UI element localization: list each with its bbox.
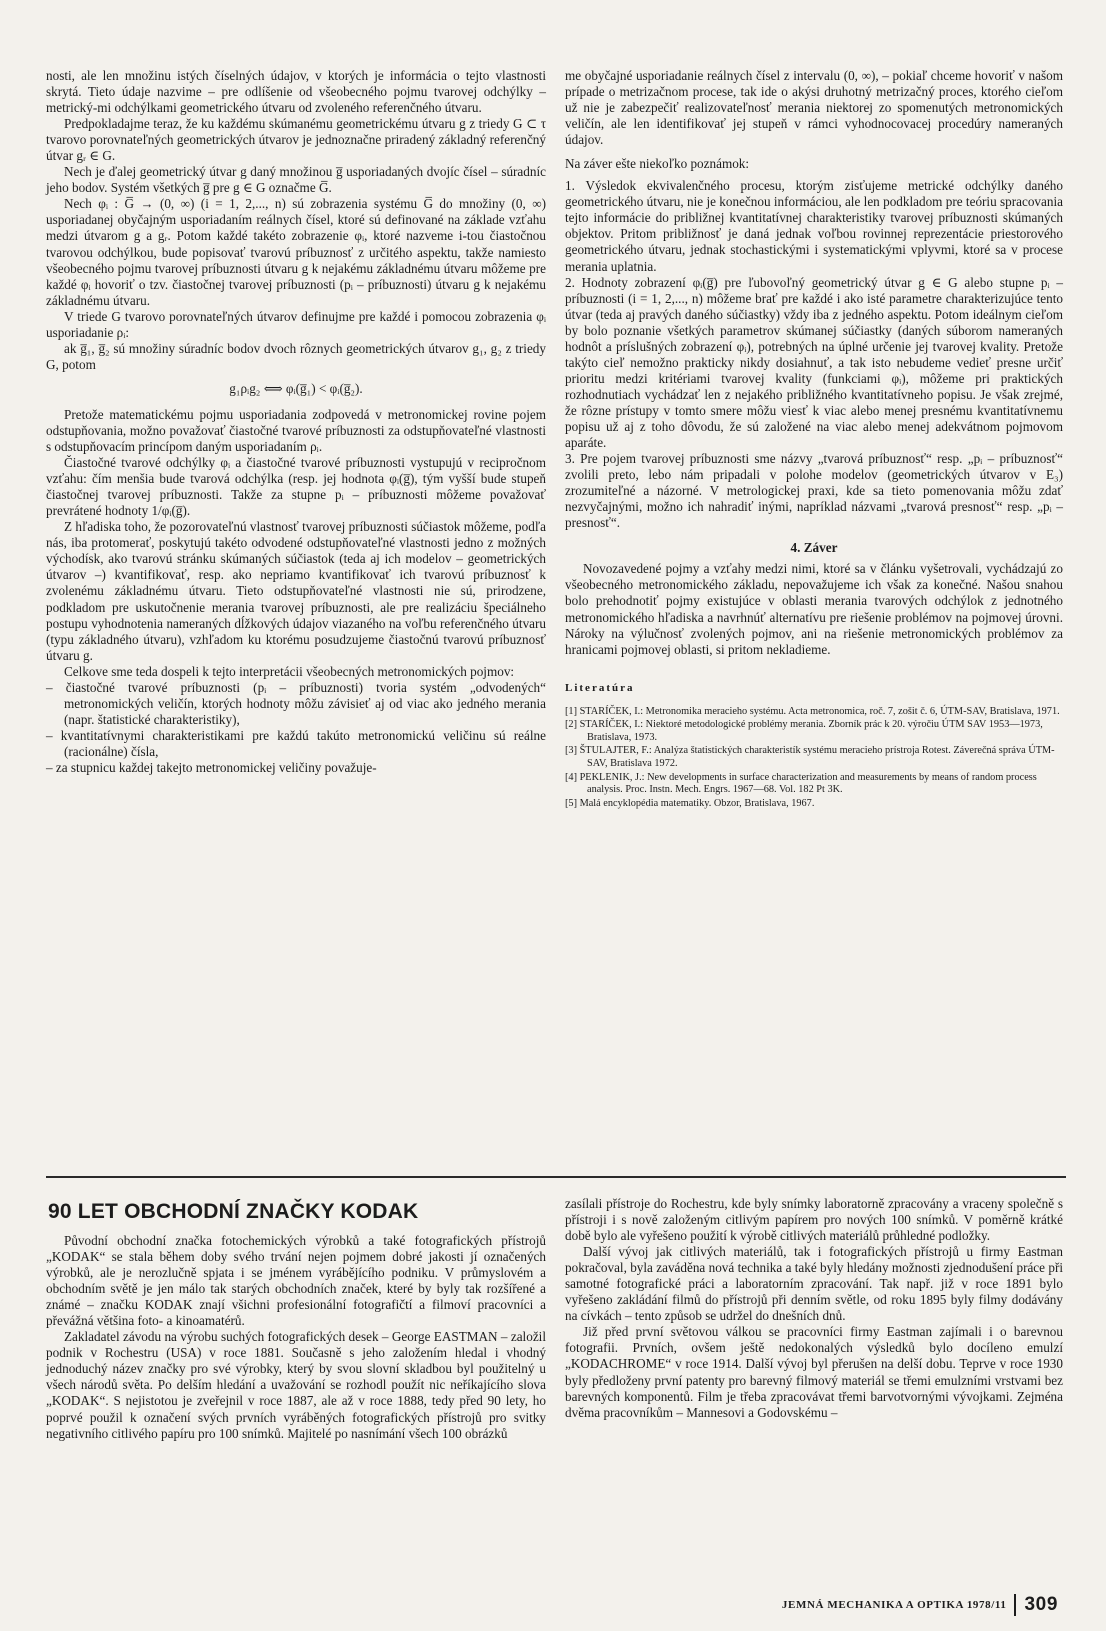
paragraph: Novozavedené pojmy a vzťahy medzi nimi, ktoré sa v článku vyšetrovali, vychádzajú zo všeobecného metronomického základu, nepovažujeme ich však za konečné. Našou snahou bolo prehodnotiť pojmy existujúce v oblasti merania tvarových odchýlok z jednotného metronomického hľadiska a navrhnúť alternatívu pre riešenie problémov na pojmovej úrovni. Nároky na výlučnosť zvolených pojmov, ani na riešenie metronomických problémov za hranicami pojmovej oblasti, si pritom nekladieme. [565,561,1063,657]
reference-item: [1] STARÍČEK, I.: Metronomika meracieho systému. Acta metronomica, roč. 7, zošit č. 6, ÚTM-SAV, Bratislava, 1971. [565,705,1060,717]
paragraph: Na záver ešte niekoľko poznámok: [565,156,750,172]
right-column-top [565,68,1063,811]
article-title: 90 LET OBCHODNÍ ZNAČKY KODAK [48,1200,419,1223]
paragraph: ak g̅₁, g̅₂ sú množiny súradníc bodov dvoch rôznych geometrických útvarov g₁, g₂ z triedy G, potom [46,340,546,372]
paragraph: 3. Pre pojem tvarovej príbuznosti sme názvy „tvarová príbuznosť“ resp. „pᵢ – príbuznosť“ zvolili preto, lebo nám pripadali v polohe modelov (geometrických útvarov v E₃) zrozumiteľné a názorné. V metrologickej praxi, kde sa tieto pomenovania môžu zdať nezvyčajnými, možno ich nahradiť inými, napríklad názvami „tvarová presnosť“ resp. „pᵢ – presnosť“. [565,451,1063,531]
references-title: Literatúra [565,681,635,694]
paragraph: zasílali přístroje do Rochestru, kde byly snímky laboratorně zpracovány a vraceny společně s přístroji i s nově založeným citlivým papírem pro nových 100 snímků. V poměrně krátké době bylo ale vyřešeno použití k výrobě citlivých materiálů průhledné podložky. [565,1196,1063,1244]
reference-item: [3] ŠTULAJTER, F.: Analýza štatistických charakteristík systému meracieho prístroja Rotest. Záverečná správa ÚTM-SAV, Bratislava 1972. [565,745,1055,770]
paragraph: Zakladatel závodu na výrobu suchých fotografických desek – George EASTMAN – založil podnik v Rochestru (USA) v roce 1881. Současně s jeho založením hledal i vhodný jednoduchý název značky pro své výrobky, který by svou slovní skladbou byl použitelný u všech národů světa. Po delším hledání a uvažování se rozhodl použít nic neříkajícího slova „KODAK“. S nejistotou je zveřejnil v roce 1887, ale až v roce 1888, tedy před 90 lety, ho poprvé použil k označení svých prvních vyráběných fotografických přístrojů pro svitky negativního citlivého papíru pro 100 snímků. Majitelé po nasnímání všech 100 obrázků [46,1329,546,1441]
bullet-list [46,680,546,776]
paragraph: Celkove sme teda dospeli k tejto interpretácii všeobecných metronomických pojmov: [64,663,515,679]
reference-item: [4] PEKLENIK, J.: New developments in surface characterization and measurements by means of random process analysis. Proc. Instn. Mech. Engrs. 1967—68. Vol. 182 Pt 3K. [565,771,1037,796]
paragraph: Z hľadiska toho, že pozorovateľnú vlastnosť tvarovej príbuznosti súčiastok môžeme, podľa nás, iba protomerať, poskytujú takéto odvodené odstupňovateľné vlastnosti jedno z možných východísk, ako tvarovú stránku skúmaných súčiastok (teda aj ich modelov – geometrických útvarov –) kvantifikovať, resp. ako nepriamo kvantifikovať ich tvarovú príbuznosť k zvolenému základnému útvaru. Tieto odstupňovateľné vlastnosti nie sú, prirodzene, podkladom pre uskutočnenie merania tvarovej príbuznosti, ale pre realizáciu špeciálneho postupu vyhodnotenia nameraných dĺžkových údajov viazaného na voľbu referenčného útvaru (typu základného útvaru), vzhľadom ku ktorému posudzujeme čiastočnú tvarovú príbuznosť útvaru g. [46,519,546,663]
list-item: – kvantitatívnymi charakteristikami pre každú takúto metronomickú veličinu sú reálne (racionálne) čísla, [46,727,546,759]
paragraph: nosti, ale len množinu istých číselných údajov, v ktorých je informácia o tejto vlastnosti skrytá. Tieto údaje nazvime – pre odlíšenie od všeobecného pojmu tvarovej odchýlky – metrický-mi odchýlkami geometrického útvaru od zvoleného referenčného útvaru. [46,68,546,116]
reference-item: [5] Malá encyklopédia matematiky. Obzor, Bratislava, 1967. [565,797,815,809]
references-list [565,706,1063,811]
paragraph: Původní obchodní značka fotochemických výrobků a také fotografických přístrojů „KODAK“ se stala během doby svého trvání nejen pojmem dobré jakosti jí označených výrobků, ale je nerozlučně spjata i se jménem vyrábějícího podniku. V průmyslovém a obchodním světě je jen málo tak starých obchodních značek, které by byly tak rozšířené a známé – značku KODAK znají všichni profesionální fotografičtí a filmoví pracovníci a převážná většina foto- a kinoamatérů. [46,1233,546,1329]
list-item: – čiastočné tvarové príbuznosti (pᵢ – príbuznosti) tvoria systém „odvodených“ metronomických veličín, ktorých hodnoty môžu závisieť aj od viac ako jedného merania (napr. štatistické charakteristiky), [46,679,546,727]
paragraph: me obyčajné usporiadanie reálnych čísel z intervalu (0, ∞), – pokiaľ chceme hovoriť v našom prípade o metrizačnom procese, tak ide o akýsi druhotný metrizačný proces, ktorého cieľom už nie je zabezpečiť realizovateľnosť merania niektorej zo spomenutých metronomických veličín, ale len identifikovať jej stupeň v rámci vyhodnocovacej procedúry nameraných údajov. [565,68,1063,148]
paragraph: Již před první světovou válkou se pracovníci firmy Eastman zajímali i o barevnou fotografii. Prvních, ovšem ještě nedokonalých výsledků bylo docíleno emulzí „KODACHROME“ v roce 1914. Další vývoj byl přerušen na delší dobu. Teprve v roce 1930 byly předloženy první patenty pro barevný filmový materiál se třemi emulzními vrstvami bez barevných komponentů. Film je třeba zpracovávat třemi barvotvornými vývojkami. Zejména dvěma pracovníkům – Mannesovi a Godovskému – [565,1324,1063,1420]
section-heading: 4. Záver [790,540,838,556]
list-item: – za stupnicu každej takejto metronomickej veličiny považuje- [46,759,377,775]
formula: g₁ρᵢg₂ ⟺ φᵢ(g̅₁) < φᵢ(g̅₂). [229,380,363,396]
article-left-column [46,1233,546,1442]
paragraph: Čiastočné tvarové odchýlky φᵢ a čiastočné tvarové príbuznosti vystupujú v recipročnom vzťahu: čím menšia bude tvarová odchýlka (resp. jej hodnota φᵢ(g̅), tým vyšší bude stupeň čiastočnej tvarovej príbuznosti. Takže za stupne pᵢ – príbuznosti môžeme považovať prevrátené hodnoty 1/φᵢ(g̅). [46,455,546,519]
paragraph: Predpokladajme teraz, že ku každému skúmanému geometrickému útvaru g z triedy G ⊂ τ tvarovo porovnateľných geometrických útvarov je jednoznačne priradený základný referenčný útvar gᵣ ∈ G. [46,116,546,164]
paragraph: V triede G tvarovo porovnateľných útvarov definujme pre každé i pomocou zobrazenia φᵢ usporiadanie ρᵢ: [46,308,546,340]
left-column-top [46,68,546,776]
paragraph: Další vývoj jak citlivých materiálů, tak i fotografických přístrojů u firmy Eastman pokračoval, byla zaváděna nová technika a také byly hledány možnosti zjednodušení práce při samotné fotografické práci a laboratorním zpracování. Tak např. již v roce 1891 bylo vyřešeno zakládání filmů do přístrojů při denním světle, od roku 1895 byly filmy dodávány na cívkách – tento způsob se udržel do dnešních dnů. [565,1244,1063,1324]
paragraph: 1. Výsledok ekvivalenčného procesu, ktorým zisťujeme metrické odchýlky daného geometrického útvaru, nie je konečnou informáciou, ale len podkladom pre teóriu spracovania tejto informácie do približnej kvantitatívnej charakteristiky tvarovej príbuznosti skúmaných objektov. Pritom približnosť je daná jednak voľbou rovinnej reprezentácie priestorového geometrického útvaru, jednak stochastickými i systematickými vplyvmi, ktoré sa v procese merania uplatnia. [565,178,1063,274]
journal-name: JEMNÁ MECHANIKA A OPTIKA 1978/11 [781,1599,1007,1611]
footer-divider [1014,1594,1016,1616]
paragraph: Nech φᵢ : G̅ → (0, ∞) (i = 1, 2,..., n) sú zobrazenia systému G̅ do množiny (0, ∞) usporiadanej obyčajným usporiadaním reálnych čísel, ktoré sú definované na základe vzťahu medzi útvarom g a gᵣ. Potom každé takéto zobrazenie φᵢ, ktoré nazveme i-tou čiastočnou tvarovou odchýlkou, bude popisovať tvarovú príbuznosť z určitého aspektu, takže namiesto všeobecného pojmu tvarovej príbuznosti útvaru g k nejakému základnému útvaru môžeme pre každé φᵢ hovoriť o tzv. čiastočnej tvarovej príbuznosti (pᵢ – príbuznosti) útvaru g k nejakému základnému útvaru. [46,196,546,308]
section-divider [46,1176,1066,1178]
page-footer [782,1594,1058,1616]
paragraph: Nech je ďalej geometrický útvar g daný množinou g̅ usporiadaných dvojíc čísel – súradníc jeho bodov. Systém všetkých g̅ pre g ∈ G označme G̅. [46,164,546,196]
paragraph: 2. Hodnoty zobrazení φᵢ(g̅) pre ľubovoľný geometrický útvar g ∈ G alebo stupne pᵢ – príbuznosti (i = 1, 2,..., n) môžeme brať pre každé i ako isté parametre charakterizujúce tento útvar (teda aj pravých daného súčiastky) vždy iba z jedného aspektu. Potom ideálnym cieľom by bolo poznanie všetkých parametrov skúmanej súčiastky (daných súborom nameraných hodnôt a príslušných zobrazení φᵢ), potrebných na úplné určenie jej tvarovej kvality. Pretože takýto cieľ nemožno prakticky nikdy dosiahnuť, a tak isto nebudeme vedieť presne určiť prioritu medzi kritériami tvarovej kvality (funkciami φᵢ), môžeme pri praktických rozhodnutiach vychádzať len z nejakého približného kvantitatívneho popisu. Je však zrejmé, že rôzne prístupy v tomto smere môžu viesť k viac alebo menej presnému kvantitatívnemu popisu už aj z toho dôvodu, že sú založené na viac alebo menej adekvátnom pojmovom aparáte. [565,274,1063,451]
paragraph: Pretože matematickému pojmu usporiadania zodpovedá v metronomickej rovine pojem odstupňovania, možno považovať čiastočné tvarové príbuznosti za odstupňovateľné vlastnosti s odstupňovacím princípom daným usporiadaním ρᵢ. [46,406,546,455]
reference-item: [2] STARÍČEK, I.: Niektoré metodologické problémy merania. Zborník prác k 20. výročiu ÚTM SAV 1953—1973, Bratislava, 1973. [565,719,1043,743]
article-right-column [565,1196,1063,1421]
page-number: 309 [1024,1594,1058,1615]
